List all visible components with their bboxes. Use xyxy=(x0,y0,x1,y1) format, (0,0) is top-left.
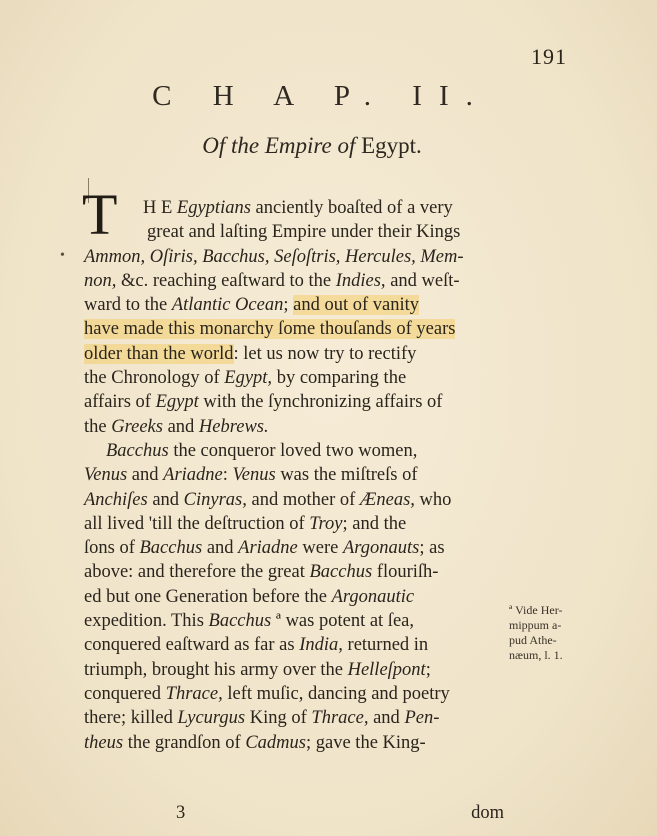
text-line xyxy=(84,390,504,414)
text-segment: Venus xyxy=(84,465,128,486)
text-segment: Cinyras, xyxy=(183,489,247,510)
text-line xyxy=(84,196,504,220)
chapter-subtitle xyxy=(0,133,592,159)
text-segment: ed but one Generation before the xyxy=(84,586,332,607)
text-segment: Indies, xyxy=(335,270,386,291)
text-segment: Helleſpont xyxy=(347,659,426,680)
text-segment: H E xyxy=(143,198,177,218)
text-segment: Argonauts xyxy=(342,538,420,559)
marginal-note-line: pud Athe- xyxy=(509,633,557,647)
text-segment: : let us now try to rectify xyxy=(233,343,417,364)
text-segment: Venus xyxy=(232,465,276,486)
text-segment: ; as xyxy=(419,538,445,559)
text-segment: great and laſting Empire under their Kings xyxy=(147,222,461,243)
subtitle-word: of xyxy=(337,133,356,158)
text-segment: Ammon, Oſiris, Bacchus, Seſoſtris, Hercules, Mem- xyxy=(84,246,464,267)
text-segment: Argonautic xyxy=(331,586,415,607)
text-segment: were xyxy=(297,538,343,559)
text-segment: Hebrews. xyxy=(198,416,269,437)
drop-cap: T xyxy=(82,182,118,247)
subtitle-word: Empire xyxy=(264,133,332,158)
text-segment: theus xyxy=(84,732,124,753)
text-segment: India, xyxy=(299,635,343,656)
text-segment: the Chronology of xyxy=(84,368,225,389)
text-segment: and weſt- xyxy=(385,270,460,291)
text-segment: Egypt xyxy=(155,392,199,413)
page-number: 191 xyxy=(531,44,567,69)
text-segment: Troy xyxy=(309,513,343,534)
text-line xyxy=(84,220,504,244)
catchword: dom xyxy=(471,803,504,823)
text-segment: Pen- xyxy=(404,708,440,729)
marginal-note-line: ª Vide Her- xyxy=(509,603,563,617)
text-segment: and xyxy=(202,538,239,559)
text-segment: Atlantic Ocean xyxy=(171,295,284,316)
text-segment: ª was potent at ſea, xyxy=(271,611,414,632)
text-segment: there; killed xyxy=(84,708,178,729)
text-segment: by comparing the xyxy=(272,368,407,389)
text-segment: with the ſynchronizing affairs of xyxy=(198,392,443,413)
text-segment: Bacchus xyxy=(139,538,203,559)
marginal-note-line: mippum a- xyxy=(509,618,562,632)
text-line xyxy=(84,342,504,366)
chapter-heading: C H A P. II. xyxy=(152,80,490,112)
text-segment: ward to the xyxy=(84,295,172,316)
text-segment: Thrace, xyxy=(165,683,223,704)
text-segment: Ariadne xyxy=(163,465,223,486)
text-segment: expedition. This xyxy=(84,611,209,632)
text-segment: Thrace, xyxy=(311,708,369,729)
text-segment: Egyptians xyxy=(176,198,251,218)
text-line xyxy=(84,488,504,512)
text-line xyxy=(84,560,504,584)
text-line xyxy=(84,633,504,657)
text-line xyxy=(84,415,504,439)
text-segment: Ariadne xyxy=(238,538,298,559)
text-segment: the grandſon of xyxy=(123,732,246,753)
text-segment: and mother of xyxy=(246,489,360,510)
text-segment: Æneas, xyxy=(359,489,415,510)
text-segment: all lived 'till the deſtruction of xyxy=(84,513,310,534)
text-segment: &c. reaching eaſtward to the xyxy=(116,270,336,291)
subtitle-word: Of xyxy=(202,133,226,158)
text-segment: affairs of xyxy=(84,392,156,413)
text-line xyxy=(84,463,504,487)
text-segment: Bacchus xyxy=(309,562,373,583)
body-text xyxy=(84,196,504,755)
text-segment: and xyxy=(368,708,405,729)
text-segment: ; and the xyxy=(342,513,407,534)
text-segment: who xyxy=(414,489,452,510)
text-segment: King of xyxy=(245,708,312,729)
text-segment: the xyxy=(84,416,112,437)
text-segment: Cadmus xyxy=(245,732,306,753)
text-segment: left muſic, dancing and poetry xyxy=(222,683,450,704)
text-segment: Greeks xyxy=(111,416,163,437)
text-segment: ; gave the King- xyxy=(306,732,426,753)
text-line xyxy=(84,245,504,269)
text-line xyxy=(84,658,504,682)
subtitle-word: Egypt. xyxy=(361,133,422,158)
subtitle-word: the xyxy=(230,133,260,158)
highlighted-text: older than the world xyxy=(84,343,234,364)
text-segment: Bacchus xyxy=(106,440,169,461)
text-segment: Anchiſes xyxy=(84,489,148,510)
text-segment: conquered xyxy=(84,683,166,704)
marginal-note-line: næum, l. 1. xyxy=(509,648,563,662)
text-segment: : xyxy=(222,465,233,486)
text-line xyxy=(84,439,504,463)
text-line xyxy=(84,536,504,560)
text-segment: non, xyxy=(84,270,117,291)
highlighted-text: and out of vanity xyxy=(293,295,419,316)
text-line xyxy=(84,269,504,293)
text-segment: and xyxy=(147,489,184,510)
text-segment: was the miſtreſs of xyxy=(275,465,418,486)
text-line xyxy=(84,682,504,706)
text-segment: returned in xyxy=(342,635,429,656)
text-segment: above: and therefore the great xyxy=(84,562,310,583)
text-line xyxy=(84,512,504,536)
text-line xyxy=(84,609,504,633)
text-segment: conquered eaſtward as far as xyxy=(84,635,300,656)
text-segment: Bacchus xyxy=(208,611,272,632)
text-segment: anciently boaſted of a very xyxy=(250,198,453,218)
text-line xyxy=(84,731,504,755)
text-line xyxy=(84,317,504,341)
signature-mark: 3 xyxy=(176,803,186,823)
text-segment: triumph, brought his army over the xyxy=(84,659,348,680)
highlighted-text: have made this monarchy ſome thouſands of years xyxy=(84,319,456,340)
text-line xyxy=(84,585,504,609)
text-line xyxy=(84,706,504,730)
text-line xyxy=(84,366,504,390)
text-segment: ; xyxy=(425,659,431,680)
text-segment: Egypt, xyxy=(224,368,273,389)
text-segment: ſons of xyxy=(84,538,140,559)
text-segment: and xyxy=(162,416,199,437)
text-segment: ; xyxy=(283,295,294,316)
text-segment: Lycurgus xyxy=(177,708,246,729)
text-segment: the conqueror loved two women, xyxy=(168,440,418,461)
text-segment: flouriſh- xyxy=(372,562,439,583)
marginal-note xyxy=(509,603,579,663)
text-line xyxy=(84,293,504,317)
margin-mark-icon: • xyxy=(60,248,65,263)
text-segment: and xyxy=(127,465,164,486)
